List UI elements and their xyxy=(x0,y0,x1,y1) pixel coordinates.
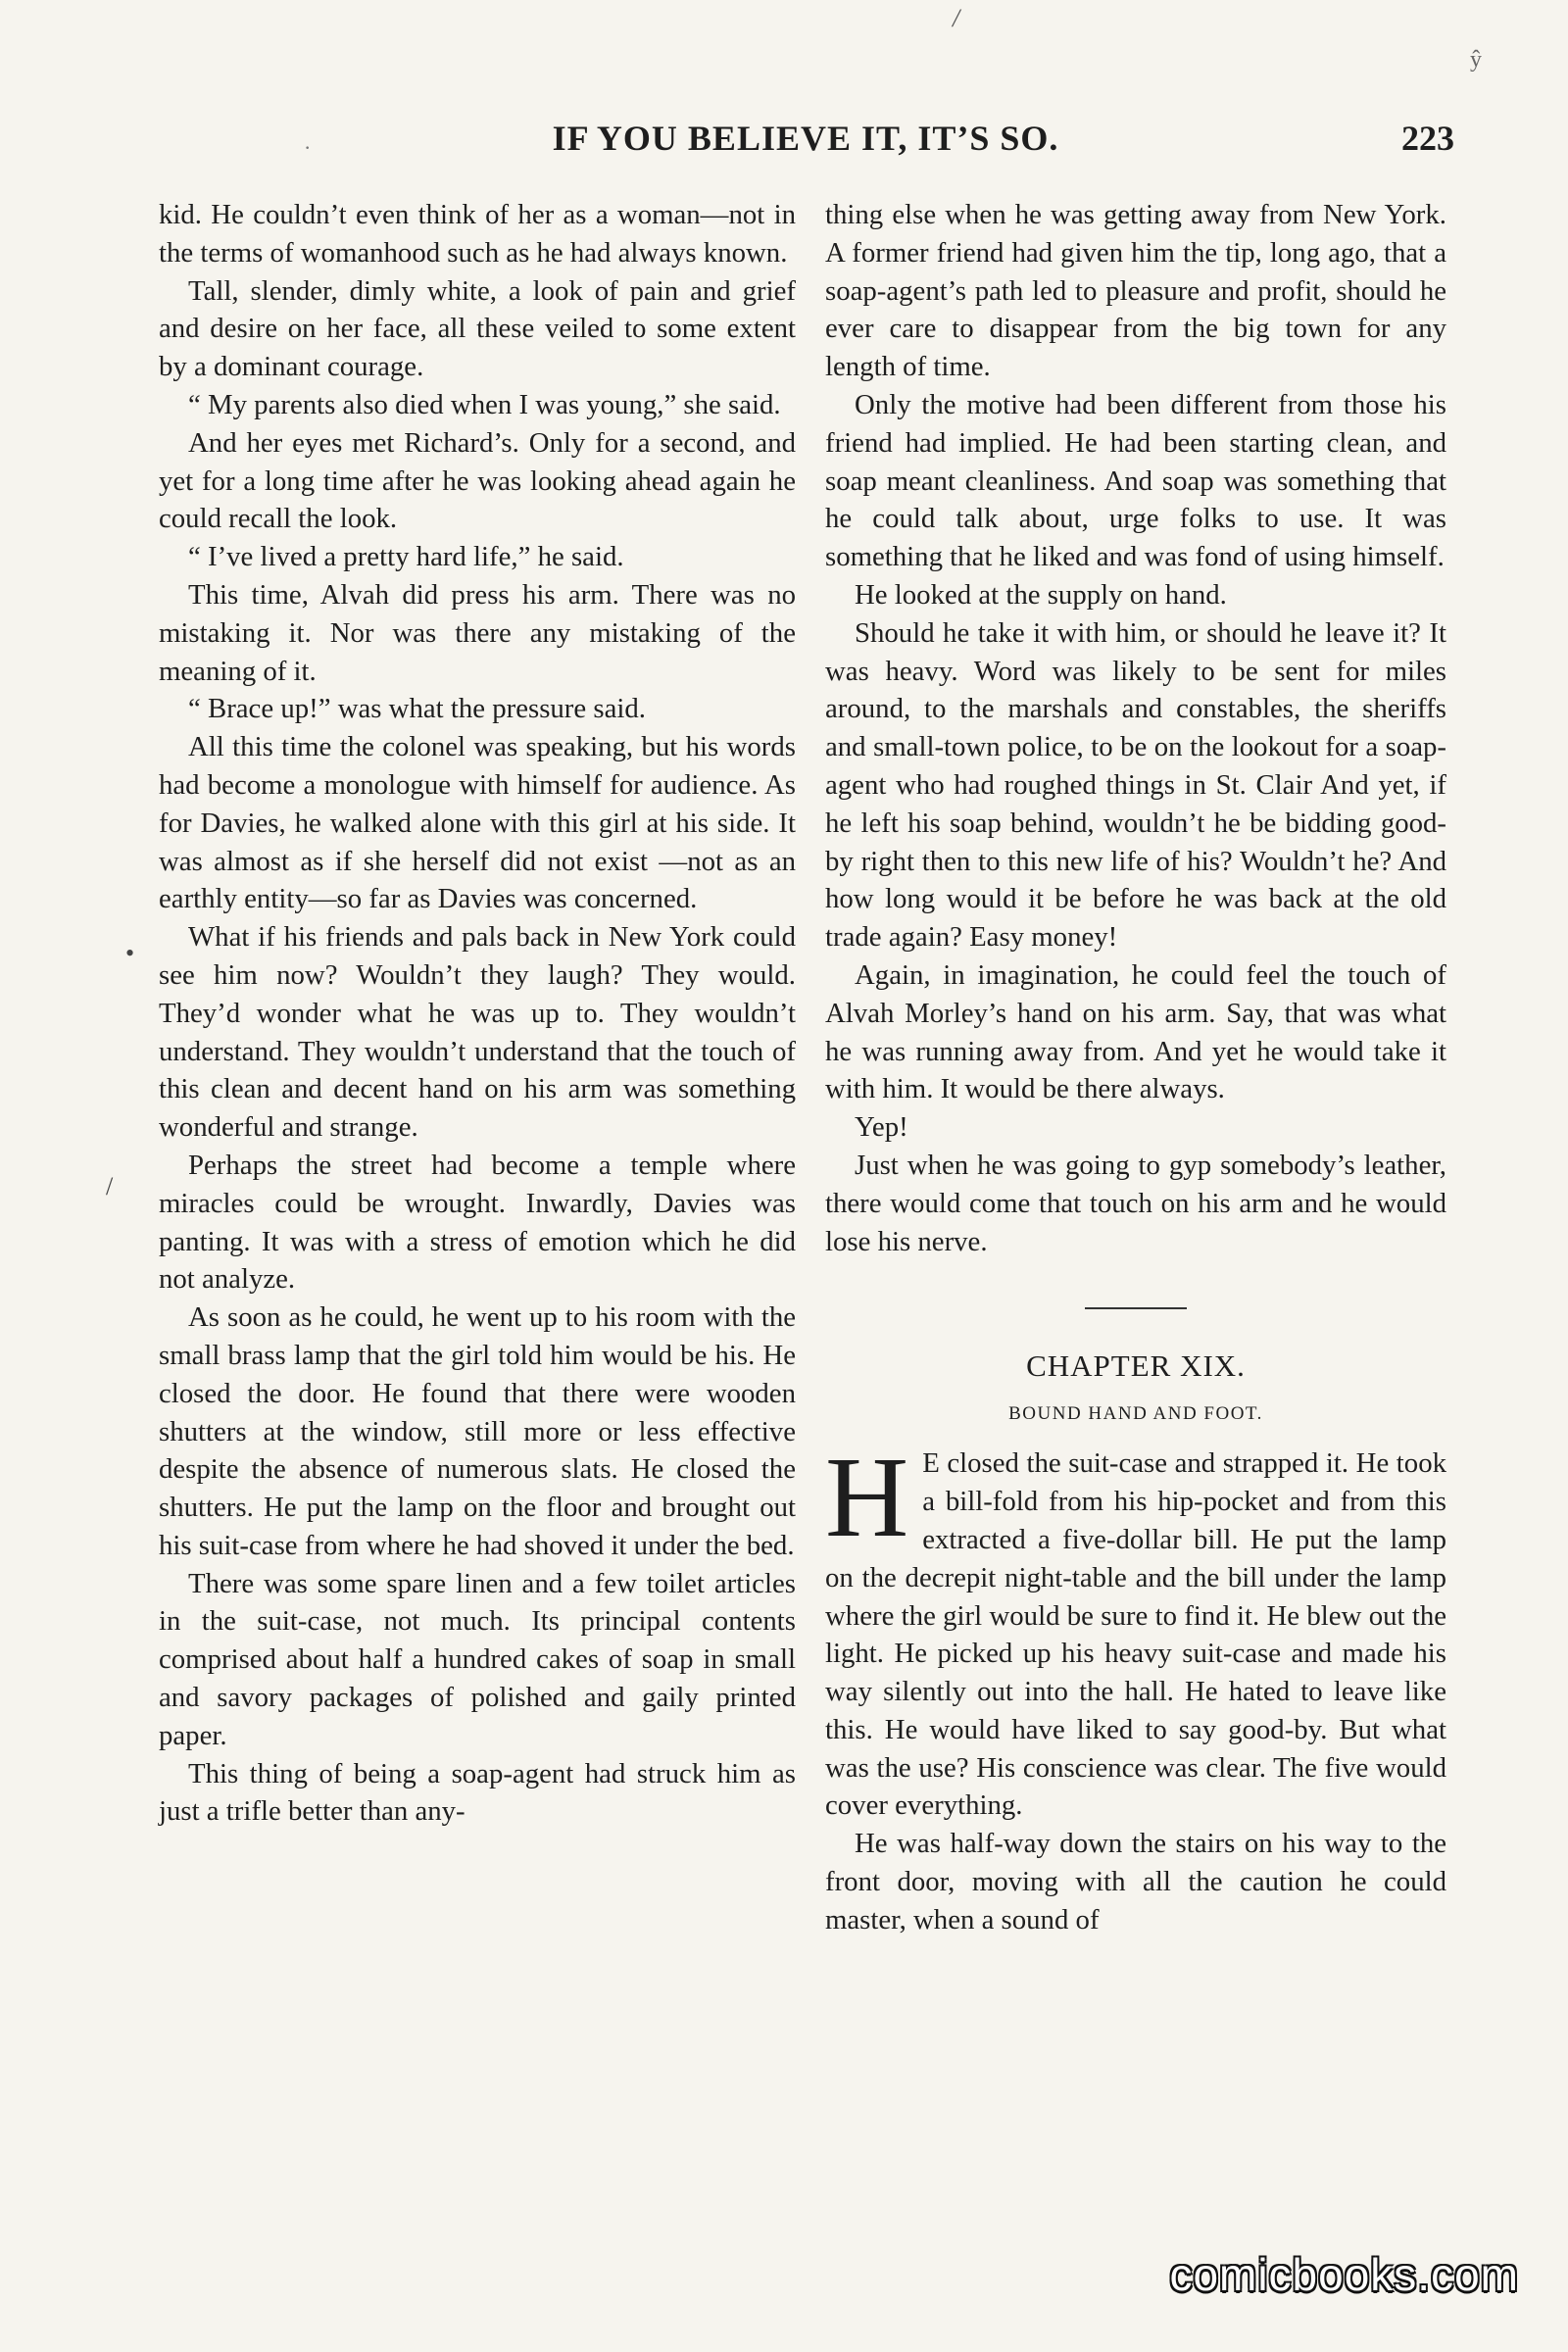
margin-slash-mark: / xyxy=(106,1172,114,1200)
paragraph: This thing of being a soap-agent had struck him as just a trifle better than any- xyxy=(159,1757,796,1828)
paragraph: kid. He couldn’t even think of her as a woman—not in the terms of womanhood such as he had always known. xyxy=(159,199,796,269)
paragraph: Again, in imagination, he could feel the touch of Alvah Morley’s hand on his arm. Say, that was what he was running away from. And yet he would take it with him. It would be there always. xyxy=(825,958,1446,1105)
paragraph: “ My parents also died when I was young,” she said. xyxy=(188,388,781,420)
drop-cap: H xyxy=(825,1433,909,1562)
top-pencil-mark: / xyxy=(953,4,960,32)
chapter-title: CHAPTER XIX. xyxy=(1026,1348,1246,1384)
paragraph: As soon as he could, he went up to his room with the small brass lamp that the girl told him would be his. He closed the door. He found that there were wooden shutters at the window, still more or less effective despite the absence of numerous slats. He closed the shutters. He put the lamp on the floor and brought out his suit-case from where he had shoved it under the bed. xyxy=(159,1301,796,1561)
corner-mark: ŷ xyxy=(1470,47,1482,73)
paragraph: Yep! xyxy=(855,1111,908,1144)
paragraph: There was some spare linen and a few toilet articles in the suit-case, not much. Its principal contents comprised about half a hundred cakes of soap in small and savory packages of polished and gaily printed paper. xyxy=(159,1567,796,1751)
section-divider xyxy=(1085,1307,1187,1309)
paragraph: And her eyes met Richard’s. Only for a second, and yet for a long time after he was looking ahead again he could recall the look. xyxy=(159,426,796,535)
header-dot: · xyxy=(304,135,312,160)
chapter-subtitle: BOUND HAND AND FOOT. xyxy=(1008,1403,1263,1425)
paragraph: What if his friends and pals back in New York could see him now? Wouldn’t they laugh? They would. They’d wonder what he was up to. They wouldn’t understand. They wouldn’t understand that the touch of this clean and decent hand on his arm was something wonderful and strange. xyxy=(159,921,796,1144)
chapter-first-paragraph xyxy=(825,1433,1446,1825)
paragraph: Tall, slender, dimly white, a look of pain and grief and desire on her face, all these veiled to some extent by a dominant courage. xyxy=(159,274,796,383)
paragraph: He was half-way down the stairs on his way to the front door, moving with all the caution he could master, when a sound of xyxy=(825,1828,1446,1936)
right-column xyxy=(825,196,1446,1939)
margin-dot-mark: • xyxy=(125,939,135,967)
paragraph: This time, Alvah did press his arm. There was no mistaking it. Nor was there any mistaking of the meaning of it. xyxy=(159,578,796,687)
running-title: IF YOU BELIEVE IT, IT’S SO. xyxy=(552,119,1059,158)
first-paragraph-text: E closed the suit-case and strapped it. He took a bill-fold from his hip-pocket and from this extracted a five-dollar bill. He put the lamp on the decrepit night-table and the bill under the lamp where the girl would be sure to find it. He blew out the light. He picked up his heavy suit-case and made his way silently out into the hall. He hated to leave like this. He would have liked to say good-by. But what was the use? His conscience was clear. The five would cover everything. xyxy=(825,1447,1446,1822)
paragraph: “ Brace up!” was what the pressure said. xyxy=(188,693,646,725)
left-column xyxy=(159,196,796,1831)
page-number: 223 xyxy=(1401,119,1454,158)
watermark-logo: comicbooks.com xyxy=(1169,2249,1519,2300)
paragraph: He looked at the supply on hand. xyxy=(855,578,1227,611)
paragraph: Perhaps the street had become a temple where miracles could be wrought. Inwardly, Davies was panting. It was with a stress of emotion which he did not analyze. xyxy=(159,1149,796,1296)
paragraph: thing else when he was getting away from New York. A former friend had given him the tip, long ago, that a soap-agent’s path led to pleasure and profit, should he ever care to disappear from the big town for any length of time. xyxy=(825,199,1446,383)
paragraph: “ I’ve lived a pretty hard life,” he said. xyxy=(188,541,624,573)
paragraph: Only the motive had been different from those his friend had implied. He had been starting clean, and soap meant cleanliness. And soap was something that he could talk about, urge folks to use. It was something that he liked and was fond of using himself. xyxy=(825,388,1446,573)
paragraph: All this time the colonel was speaking, but his words had become a monologue with himself for audience. As for Davies, he walked alone with this girl at his side. It was almost as if she herself did not exist —not as an earthly entity—so far as Davies was concerned. xyxy=(159,731,796,915)
running-header xyxy=(157,118,1454,172)
paragraph: Just when he was going to gyp somebody’s leather, there would come that touch on his arm and he would lose his nerve. xyxy=(825,1149,1446,1257)
paragraph: Should he take it with him, or should he leave it? It was heavy. Word was likely to be sent for miles around, to the marshals and constables, the sheriffs and small-town police, to be on the lookout for a soap-agent who had roughed things in St. Clair And yet, if he left his soap behind, wouldn’t he be bidding good-by right then to this new life of his? Wouldn’t he? And how long would it be before he was back at the old trade again? Easy money! xyxy=(825,616,1446,954)
